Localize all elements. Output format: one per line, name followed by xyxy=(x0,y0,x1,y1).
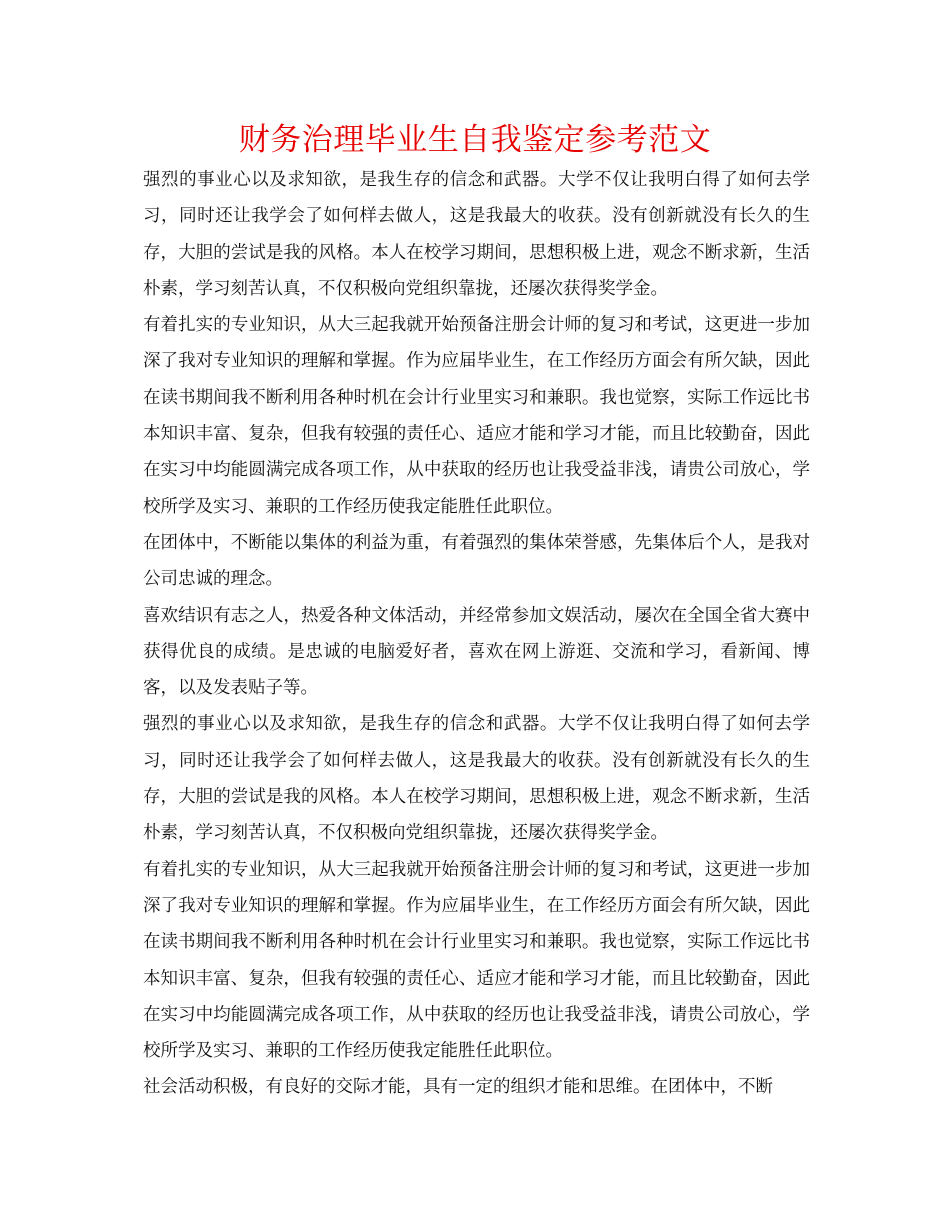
paragraph-7: 社会活动积极，有良好的交际才能，具有一定的组织才能和思维。在团体中，不断 xyxy=(143,1077,773,1098)
paragraph-6: 有着扎实的专业知识，从大三起我就开始预备注册会计师的复习和考试，这更进一步加深了我对专业知识的理解和掌握。作为应届毕业生，在工作经历方面会有所欠缺，因此在读书期间我不断利用各种时机在会计行业里实习和兼职。我也觉察，实际工作远比书本知识丰富、复杂，但我有较强的责任心、适应才能和学习才能，而且比较勤奋，因此在实习中均能圆满完成各项工作，从中获取的经历也让我受益非浅，请贵公司放心，学校所学及实习、兼职的工作经历使我定能胜任此职位。 xyxy=(143,859,810,1062)
document-title: 财务治理毕业生自我鉴定参考范文 xyxy=(238,122,712,158)
document-body xyxy=(143,162,810,1106)
paragraph-3: 在团体中，不断能以集体的利益为重，有着强烈的集体荣誉感，先集体后个人，是我对公司忠诚的理念。 xyxy=(143,532,810,590)
paragraph-4: 喜欢结识有志之人，热爱各种文体活动，并经常参加文娱活动，屡次在全国全省大赛中获得优良的成绩。是忠诚的电脑爱好者，喜欢在网上游逛、交流和学习，看新闻、博客，以及发表贴子等。 xyxy=(143,605,810,699)
paragraph-1: 强烈的事业心以及求知欲，是我生存的信念和武器。大学不仅让我明白得了如何去学习，同时还让我学会了如何样去做人，这是我最大的收获。没有创新就没有长久的生存，大胆的尝试是我的风格。本人在校学习期间，思想积极上进，观念不断求新，生活朴素，学习刻苦认真，不仅积极向党组织靠拢，还屡次获得奖学金。 xyxy=(143,170,810,299)
paragraph-5: 强烈的事业心以及求知欲，是我生存的信念和武器。大学不仅让我明白得了如何去学习，同时还让我学会了如何样去做人，这是我最大的收获。没有创新就没有长久的生存，大胆的尝试是我的风格。本人在校学习期间，思想积极上进，观念不断求新，生活朴素，学习刻苦认真，不仅积极向党组织靠拢，还屡次获得奖学金。 xyxy=(143,714,810,844)
paragraph-2: 有着扎实的专业知识，从大三起我就开始预备注册会计师的复习和考试，这更进一步加深了我对专业知识的理解和掌握。作为应届毕业生，在工作经历方面会有所欠缺，因此在读书期间我不断利用各种时机在会计行业里实习和兼职。我也觉察，实际工作远比书本知识丰富、复杂，但我有较强的责任心、适应才能和学习才能，而且比较勤奋，因此在实习中均能圆满完成各项工作，从中获取的经历也让我受益非浅，请贵公司放心，学校所学及实习、兼职的工作经历使我定能胜任此职位。 xyxy=(143,315,810,517)
